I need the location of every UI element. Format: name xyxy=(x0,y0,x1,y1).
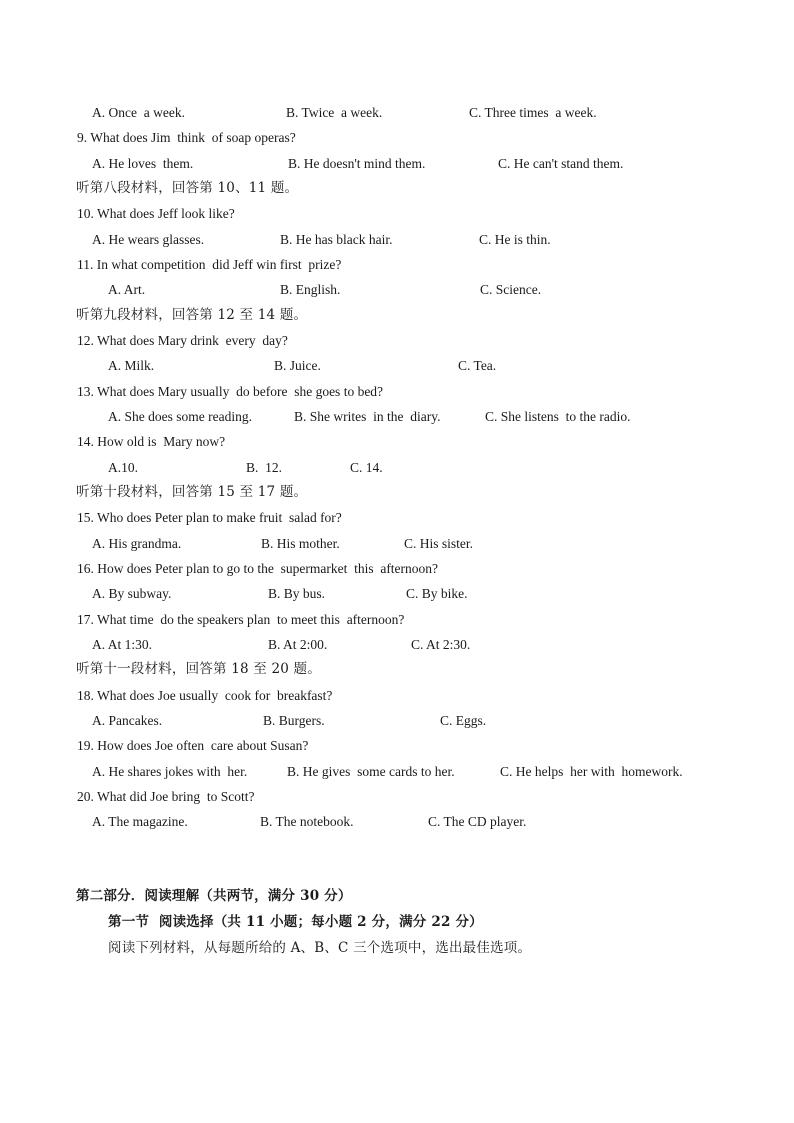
option-a: A. She does some reading. xyxy=(108,409,252,424)
question-12: 12. What does Mary drink every day? xyxy=(77,333,288,348)
option-a: A. He loves them. xyxy=(92,156,194,171)
option-c: C. He helps her with homework. xyxy=(500,764,683,779)
section-instruction: 听第八段材料，回答第 10、11 题。 xyxy=(76,180,299,196)
option-a: A. He shares jokes with her. xyxy=(92,764,248,779)
option-b: B. Twice a week. xyxy=(286,105,383,120)
question-15: 15. Who does Peter plan to make fruit salad for? xyxy=(77,510,342,525)
option-c: C. By bike. xyxy=(406,586,468,601)
option-c: C. He can't stand them. xyxy=(498,156,624,171)
section-instruction: 听第十段材料，回答第 15 至 17 题。 xyxy=(76,484,308,500)
option-b: B. 12. xyxy=(246,460,283,475)
option-b: B. He gives some cards to her. xyxy=(287,764,455,779)
option-c: C. Three times a week. xyxy=(469,105,597,120)
question-20: 20. What did Joe bring to Scott? xyxy=(77,789,255,804)
option-b: B. He has black hair. xyxy=(280,232,393,247)
question-11: 11. In what competition did Jeff win first prize? xyxy=(77,257,342,272)
option-a: A. His grandma. xyxy=(92,536,182,551)
section-instruction: 听第十一段材料，回答第 18 至 20 题。 xyxy=(76,661,321,677)
option-b: B. She writes in the diary. xyxy=(294,409,441,424)
option-b: B. Juice. xyxy=(274,358,321,373)
option-c: C. 14. xyxy=(350,460,383,475)
question-16: 16. How does Peter plan to go to the supermarket this afternoon? xyxy=(77,561,439,576)
question-13: 13. What does Mary usually do before she goes to bed? xyxy=(77,384,384,399)
option-c: C. She listens to the radio. xyxy=(485,409,631,424)
option-a: A. He wears glasses. xyxy=(92,232,205,247)
option-c: C. Tea. xyxy=(458,358,497,373)
option-c: C. The CD player. xyxy=(428,814,527,829)
option-b: B. At 2:00. xyxy=(268,637,328,652)
option-b: B. By bus. xyxy=(268,586,326,601)
question-10: 10. What does Jeff look like? xyxy=(77,206,235,221)
option-a: A. At 1:30. xyxy=(92,637,153,652)
part-heading: 第二部分．阅读理解（共两节，满分 30 分） xyxy=(76,888,352,904)
section-instruction: 听第九段材料，回答第 12 至 14 题。 xyxy=(76,307,308,323)
question-9: 9. What does Jim think of soap operas? xyxy=(77,130,296,145)
question-18: 18. What does Joe usually cook for breakfast? xyxy=(77,688,333,703)
option-c: C. He is thin. xyxy=(479,232,551,247)
question-17: 17. What time do the speakers plan to meet this afternoon? xyxy=(77,612,405,627)
option-a: A. The magazine. xyxy=(92,814,188,829)
option-a: A. Milk. xyxy=(108,358,155,373)
option-a: A. Art. xyxy=(108,282,146,297)
option-a: A. By subway. xyxy=(92,586,172,601)
option-a: A. Pancakes. xyxy=(92,713,163,728)
option-c: C. At 2:30. xyxy=(411,637,471,652)
option-c: C. Eggs. xyxy=(440,713,487,728)
option-a: A.10. xyxy=(108,460,138,475)
question-19: 19. How does Joe often care about Susan? xyxy=(77,738,309,753)
option-b: B. His mother. xyxy=(261,536,340,551)
question-14: 14. How old is Mary now? xyxy=(77,434,226,449)
option-b: B. Burgers. xyxy=(263,713,325,728)
option-b: B. English. xyxy=(280,282,341,297)
option-a: A. Once a week. xyxy=(92,105,185,120)
option-b: B. He doesn't mind them. xyxy=(288,156,426,171)
reading-instruction: 阅读下列材料，从每题所给的 A、B、C 三个选项中，选出最佳选项。 xyxy=(108,940,532,956)
option-c: C. His sister. xyxy=(404,536,474,551)
option-b: B. The notebook. xyxy=(260,814,354,829)
section-heading: 第一节 阅读选择（共 11 小题；每小题 2 分，满分 22 分） xyxy=(108,914,483,930)
option-c: C. Science. xyxy=(480,282,542,297)
